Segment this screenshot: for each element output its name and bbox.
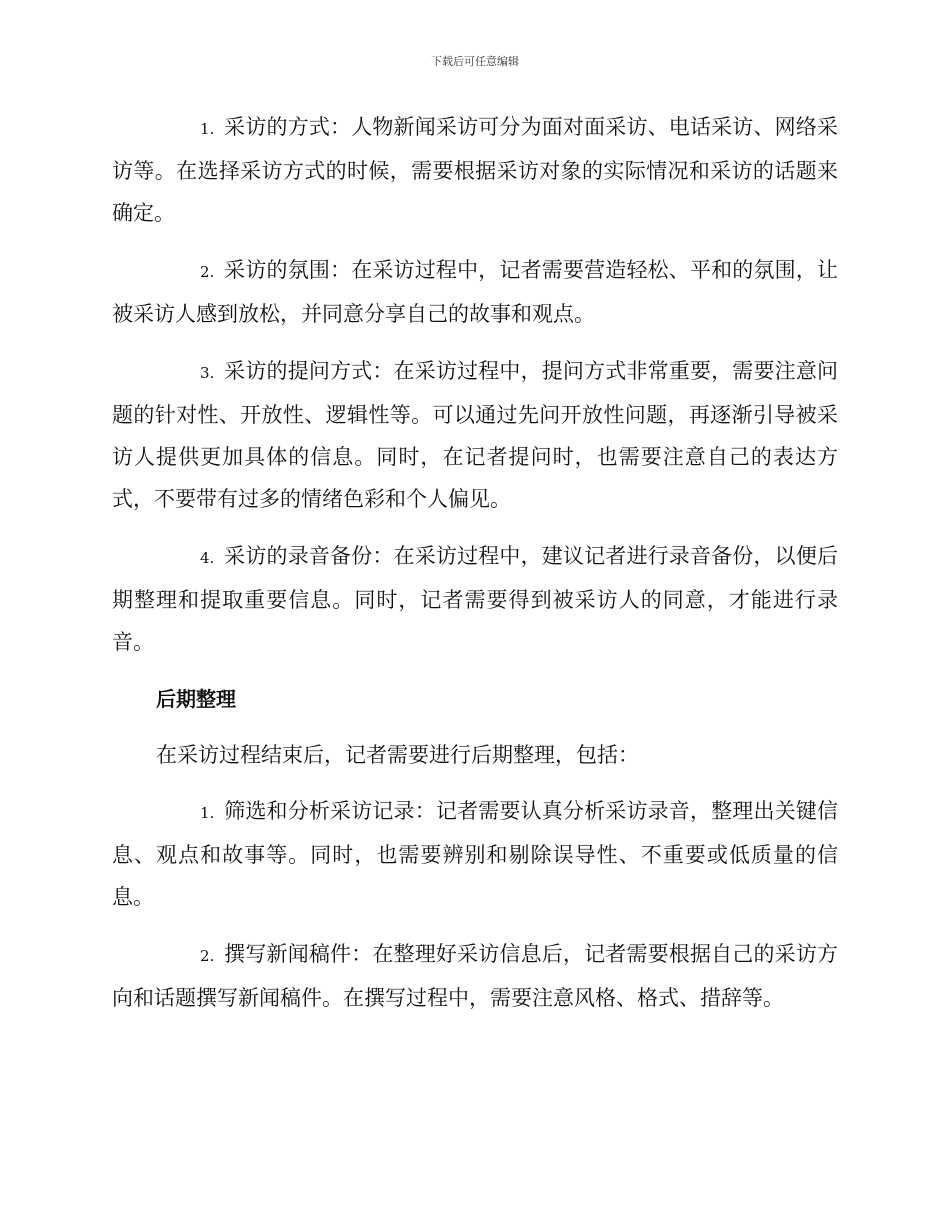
list-item xyxy=(112,106,838,234)
list-item xyxy=(112,350,838,520)
list-item-text: 采访的提问方式：在采访过程中，提问方式非常重要，需要注意问题的针对性、开放性、逻辑性等。可以通过先问开放性问题，再逐渐引导被采访人提供更加具体的信息。同时，在记者提问时，也需要注意自己的表达方式，不要带有过多的情绪色彩和个人偏见。 xyxy=(112,359,838,511)
document-body xyxy=(112,106,838,1034)
list-item-text: 采访的方式：人物新闻采访可分为面对面采访、电话采访、网络采访等。在选择采访方式的时候，需要根据采访对象的实际情况和采访的话题来确定。 xyxy=(112,115,838,225)
list-number: 1. xyxy=(200,120,215,138)
list-number: 2. xyxy=(200,263,215,281)
list-item-text: 采访的录音备份：在采访过程中，建议记者进行录音备份，以便后期整理和提取重要信息。同时，记者需要得到被采访人的同意，才能进行录音。 xyxy=(112,544,838,654)
list-item xyxy=(112,535,838,663)
list-item xyxy=(112,933,838,1019)
list-number: 1. xyxy=(200,804,215,822)
list-item xyxy=(112,249,838,335)
list-item-text: 采访的氛围：在采访过程中，记者需要营造轻松、平和的氛围，让被采访人感到放松，并同意分享自己的故事和观点。 xyxy=(112,258,838,326)
list-item xyxy=(112,790,838,918)
section-heading: 后期整理 xyxy=(156,687,236,711)
section-intro: 在采访过程结束后，记者需要进行后期整理，包括： xyxy=(156,743,639,767)
list-item-text: 撰写新闻稿件：在整理好采访信息后，记者需要根据自己的采访方向和话题撰写新闻稿件。在撰写过程中，需要注意风格、格式、措辞等。 xyxy=(112,942,838,1010)
page-header: 下载后可任意编辑 xyxy=(431,55,519,68)
list-number: 4. xyxy=(200,549,215,567)
list-item-text: 筛选和分析采访记录：记者需要认真分析采访录音，整理出关键信息、观点和故事等。同时，也需要辨别和剔除误导性、不重要或低质量的信息。 xyxy=(112,799,838,909)
list-number: 3. xyxy=(200,364,215,382)
list-number: 2. xyxy=(200,947,215,965)
